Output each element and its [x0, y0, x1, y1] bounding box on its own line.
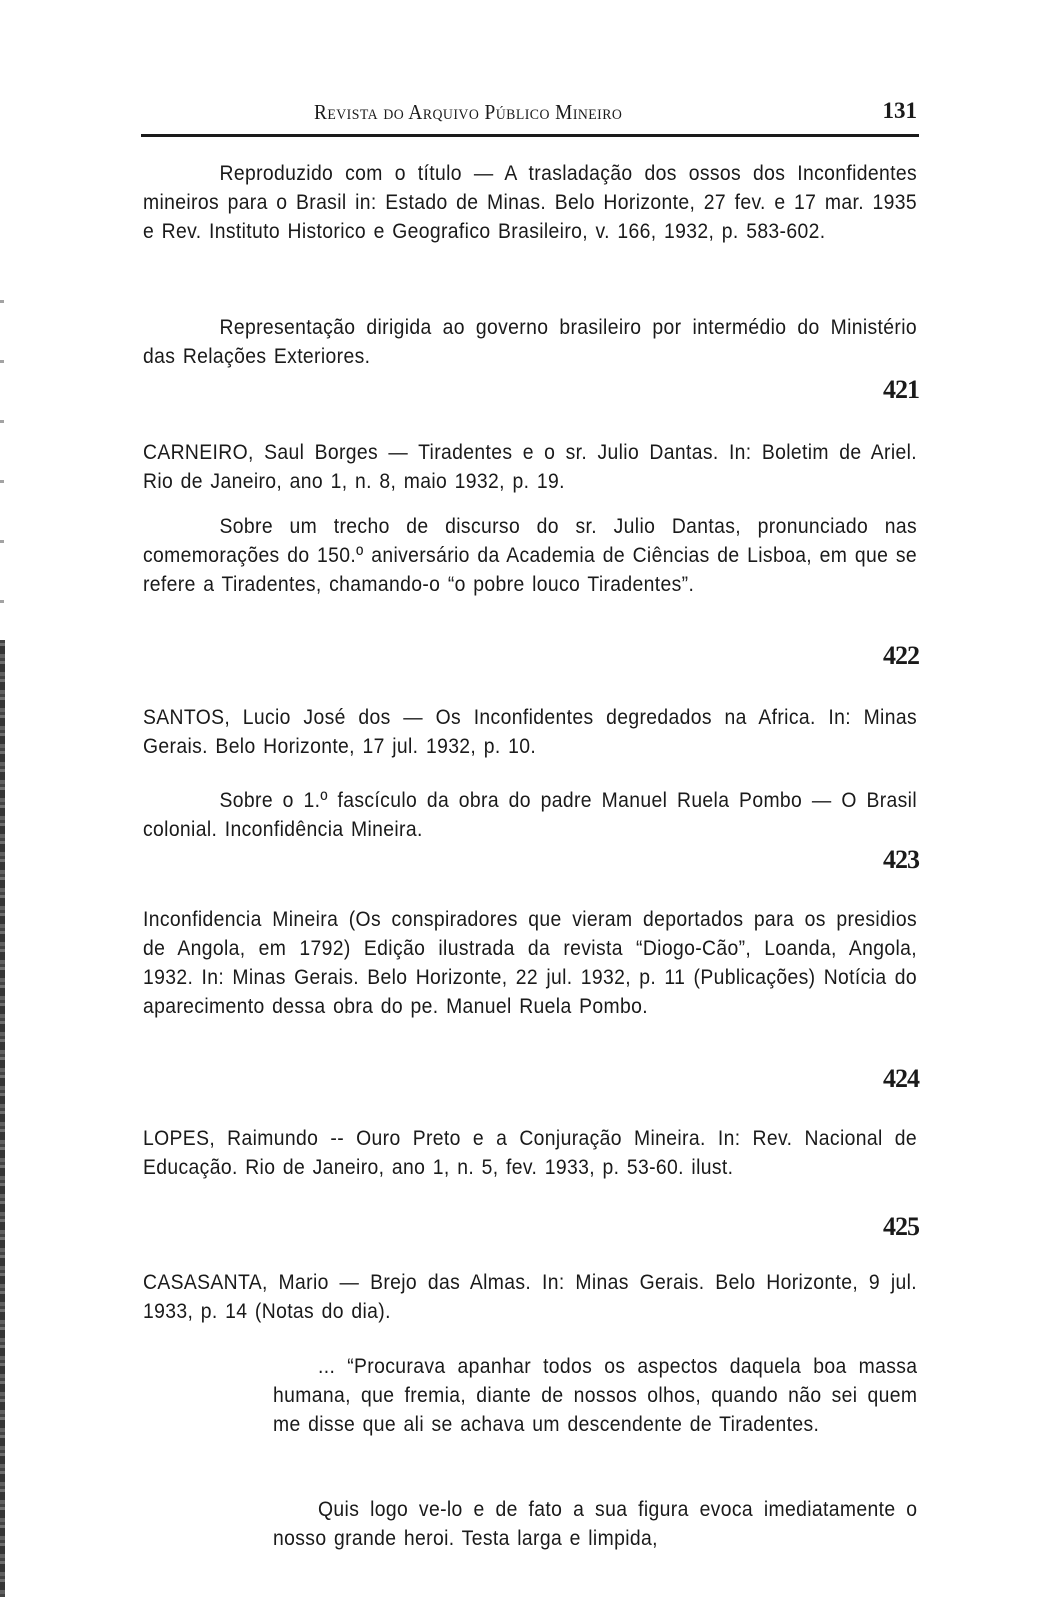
entry-number: 424 — [883, 1064, 919, 1093]
entry-421-citation: CARNEIRO, Saul Borges — Tiradentes e o sr. Julio Dantas. In: Boletim de Ariel. Rio de Janeiro, ano 1, n. 8, maio 1932, p. 19. — [143, 440, 917, 493]
scan-edge-artifact — [0, 270, 4, 610]
entry-422-citation: SANTOS, Lucio José dos — Os Inconfidentes degredados na Africa. In: Minas Gerais. Belo Horizonte, 17 jul. 1932, p. 10. — [143, 705, 917, 758]
entry-number: 425 — [883, 1212, 919, 1241]
entry-425-citation: CASASANTA, Mario — Brejo das Almas. In: Minas Gerais. Belo Horizonte, 9 jul. 1933, p. 14 (Notas do dia). — [143, 1270, 917, 1323]
entry-424-citation: LOPES, Raimundo -- Ouro Preto e a Conjuração Mineira. In: Rev. Nacional de Educação. Rio de Janeiro, ano 1, n. 5, fev. 1933, p. 53-60. ilust. — [143, 1126, 917, 1179]
page-number: 131 — [882, 98, 917, 123]
entry-number: 423 — [883, 845, 919, 874]
entry-420-reproduction-note: Reproduzido com o título — A trasladação dos ossos dos Inconfidentes mineiros para o Brasil in: Estado de Minas. Belo Horizonte, 27 fev. e 17 mar. 1935 e Rev. Instituto Historico e Geografico Brasileiro, v. 166, 1932, p. 583-602. — [143, 161, 917, 243]
entry-number: 422 — [883, 641, 919, 670]
entry-425-quote-1: ... “Procurava apanhar todos os aspectos daquela boa massa humana, que fremia, diante de nossos olhos, quando não sei quem me disse que ali se achava um descendente de Tiradentes. — [273, 1354, 918, 1436]
entry-423-citation: Inconfidencia Mineira (Os conspiradores que vieram deportados para os presidios de Angola, em 1792) Edição ilustrada da revista “Diogo-Cão”, Loanda, Angola, 1932. In: Minas Gerais. Belo Horizonte, 22 jul. 1932, p. 11 (Publicações) Notícia do aparecimento dessa obra do pe. Manuel Ruela Pombo. — [143, 907, 917, 1018]
entry-420-description: Representação dirigida ao governo brasileiro por intermédio do Ministério das Relações Exteriores. — [143, 315, 917, 368]
scan-binding-shadow — [0, 640, 5, 1597]
entry-421-note: Sobre um trecho de discurso do sr. Julio Dantas, pronunciado nas comemorações do 150.º aniversário da Academia de Ciências de Lisboa, em que se refere a Tiradentes, chamando-o “o pobre louco Tiradentes”. — [143, 514, 917, 596]
running-title: Revista do Arquivo Público Mineiro — [314, 100, 623, 124]
entry-425-quote-2: Quis logo ve-lo e de fato a sua figura evoca imediatamente o nosso grande heroi. Testa larga e limpida, — [273, 1497, 918, 1550]
running-header — [141, 98, 919, 137]
entry-number: 421 — [883, 375, 919, 404]
entry-422-note: Sobre o 1.º fascículo da obra do padre Manuel Ruela Pombo — O Brasil colonial. Inconfidência Mineira. — [143, 788, 917, 841]
